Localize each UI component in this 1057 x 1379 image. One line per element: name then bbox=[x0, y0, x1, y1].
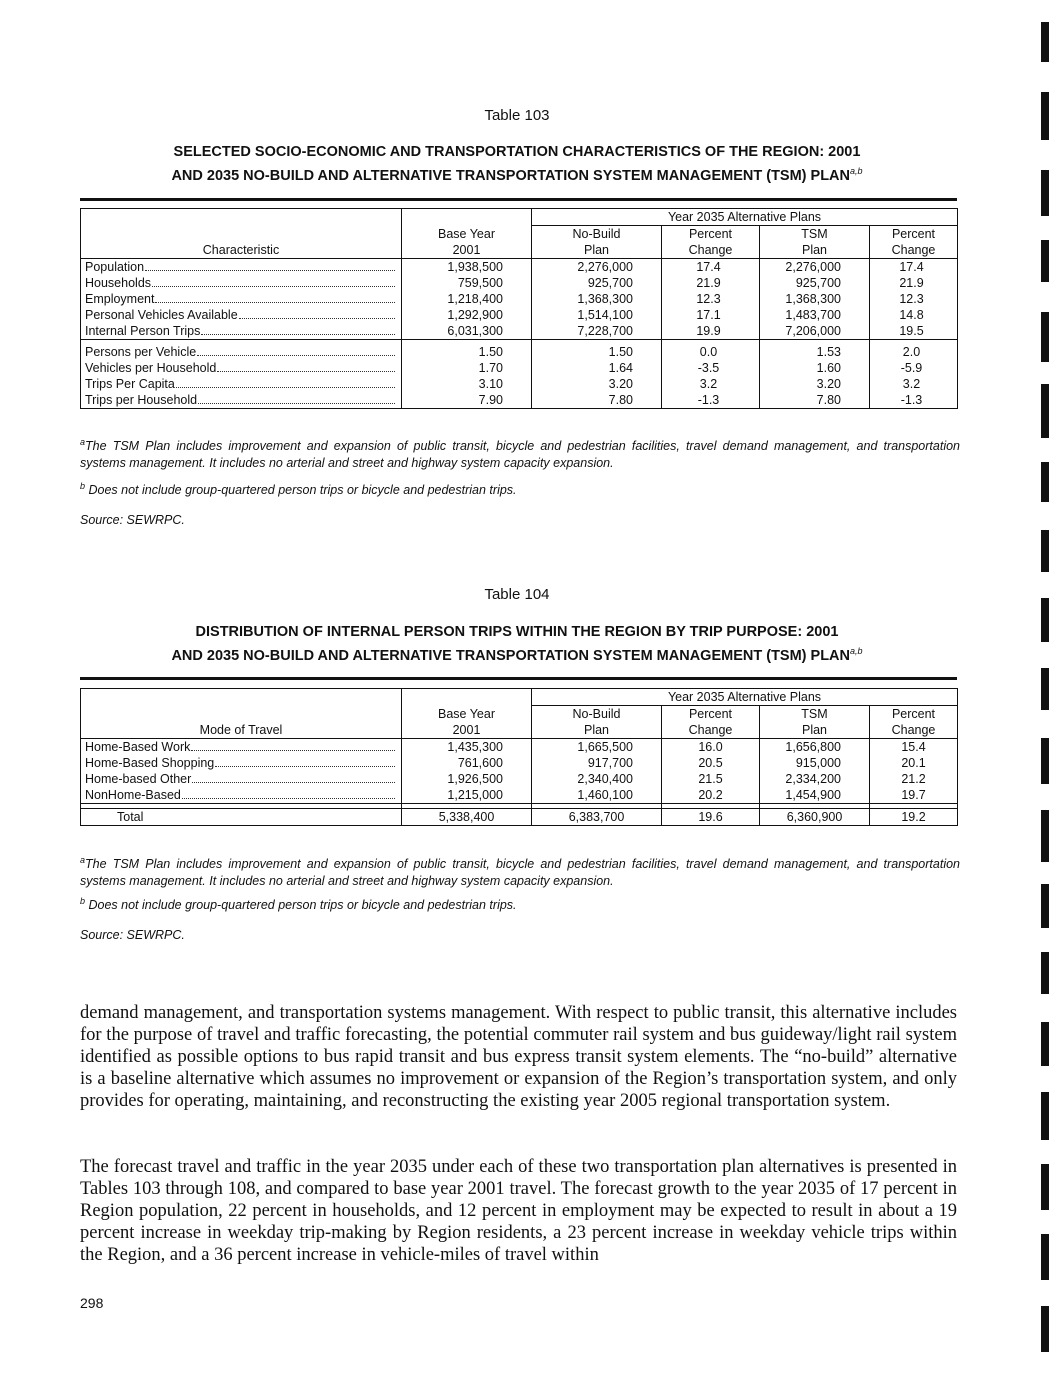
header-col-1-bottom: 2001 bbox=[402, 722, 532, 739]
header-col-2-bottom: Plan bbox=[532, 722, 662, 739]
cell-col-4: 1,483,700 bbox=[760, 307, 870, 323]
row-label bbox=[81, 307, 402, 323]
row-label bbox=[81, 275, 402, 291]
table-row bbox=[81, 275, 958, 291]
cell-col-1: 1,218,400 bbox=[402, 291, 532, 307]
scan-edge-mark bbox=[1041, 1234, 1049, 1280]
cell-col-5: 21.9 bbox=[870, 275, 958, 291]
row-label-text: Total bbox=[117, 810, 144, 824]
row-label bbox=[81, 809, 402, 826]
dot-leader bbox=[217, 371, 395, 372]
cell-col-1: 6,031,300 bbox=[402, 323, 532, 340]
scan-edge-mark bbox=[1041, 462, 1049, 502]
table-104-title bbox=[100, 623, 934, 666]
cell-col-3: 16.0 bbox=[662, 739, 760, 756]
scan-edge-mark bbox=[1041, 312, 1049, 362]
cell-col-1: 1,926,500 bbox=[402, 771, 532, 787]
row-label bbox=[81, 344, 402, 360]
header-col-1-top: Base Year bbox=[402, 226, 532, 243]
cell-col-1: 1,938,500 bbox=[402, 259, 532, 276]
page-number: 298 bbox=[80, 1295, 104, 1311]
scan-edge-mark bbox=[1041, 1092, 1049, 1140]
cell-col-4: 2,276,000 bbox=[760, 259, 870, 276]
header-col-4-top: TSM bbox=[760, 226, 870, 243]
table-row bbox=[81, 360, 958, 376]
cell-col-5: 15.4 bbox=[870, 739, 958, 756]
scan-edge-mark bbox=[1041, 884, 1049, 928]
cell-col-2: 1.64 bbox=[532, 360, 662, 376]
cell-col-1: 1,215,000 bbox=[402, 787, 532, 804]
table-103-title-line2: AND 2035 NO-BUILD AND ALTERNATIVE TRANSPORTATION SYSTEM MANAGEMENT (TSM) PLAN$^{a,b}$ bbox=[171, 166, 863, 184]
row-label-text: NonHome-Based bbox=[85, 788, 181, 802]
cell-col-2: 925,700 bbox=[532, 275, 662, 291]
row-label-text: Population bbox=[85, 260, 145, 274]
row-label bbox=[81, 787, 402, 804]
cell-col-2: 7.80 bbox=[532, 392, 662, 409]
cell-col-2: 2,340,400 bbox=[532, 771, 662, 787]
cell-col-1: 1,292,900 bbox=[402, 307, 532, 323]
cell-col-2: 917,700 bbox=[532, 755, 662, 771]
table-104-note-a: $^a$The TSM Plan includes improvement and expansion of public transit, bicycle and pedestrian facilities, travel demand management, and transportation systems management. It includes no arterial and street and highway system capacity expansion. bbox=[80, 855, 960, 889]
cell-col-3: 20.2 bbox=[662, 787, 760, 804]
dot-leader bbox=[197, 355, 395, 356]
cell-col-2: 2,276,000 bbox=[532, 259, 662, 276]
header-col-5-top: Percent bbox=[870, 226, 958, 243]
header-col-1-bottom: 2001 bbox=[402, 242, 532, 259]
dot-leader bbox=[152, 286, 395, 287]
scan-edge-mark bbox=[1041, 22, 1049, 62]
table-row bbox=[81, 771, 958, 787]
row-label bbox=[81, 259, 402, 276]
cell-col-2: 1,665,500 bbox=[532, 739, 662, 756]
scan-edge-mark bbox=[1041, 952, 1049, 994]
scan-edge-mark bbox=[1041, 170, 1049, 216]
row-label-text: Trips Per Capita bbox=[85, 377, 175, 391]
cell-col-2: 1,460,100 bbox=[532, 787, 662, 804]
cell-col-5: 20.1 bbox=[870, 755, 958, 771]
table-row bbox=[81, 376, 958, 392]
table-row bbox=[81, 392, 958, 409]
cell-col-5: 19.7 bbox=[870, 787, 958, 804]
cell-col-4: 925,700 bbox=[760, 275, 870, 291]
cell-col-1: 7.90 bbox=[402, 392, 532, 409]
row-label bbox=[81, 376, 402, 392]
cell-col-3: 19.9 bbox=[662, 323, 760, 340]
header-col-3-bottom: Change bbox=[662, 242, 760, 259]
table-103-top-rule bbox=[80, 198, 957, 201]
cell-col-4: 7.80 bbox=[760, 392, 870, 409]
cell-col-4: 1.53 bbox=[760, 344, 870, 360]
scan-edge-mark bbox=[1041, 92, 1049, 140]
header-blank bbox=[402, 689, 532, 706]
header-col-3-top: Percent bbox=[662, 226, 760, 243]
dot-leader bbox=[201, 334, 395, 335]
cell-col-3: 21.5 bbox=[662, 771, 760, 787]
body-paragraph-2: The forecast travel and traffic in the year 2035 under each of these two transportation plan alternatives is presented in Tables 103 through 108, and compared to base year 2001 travel. The forecast growth to the year 2035 of 17 percent in Region population, 22 percent in households, and 12 percent in employment may be expected to result in about a 19 percent increase in weekday trip-making by Region residents, a 23 percent increase in weekday vehicle trips within the Region, and a 36 percent increase in vehicle-miles of travel within bbox=[80, 1157, 957, 1265]
cell-col-3: 17.4 bbox=[662, 259, 760, 276]
scan-edge-mark bbox=[1041, 738, 1049, 784]
row-label-text: Households bbox=[85, 276, 152, 290]
table-103-source: Source: SEWRPC. bbox=[80, 513, 185, 527]
cell-col-4: 6,360,900 bbox=[760, 809, 870, 826]
footnote-ref: a,b bbox=[850, 646, 863, 656]
dot-leader bbox=[191, 750, 395, 751]
row-label bbox=[81, 755, 402, 771]
header-col-2-top: No-Build bbox=[532, 706, 662, 723]
table-row bbox=[81, 787, 958, 804]
header-blank bbox=[81, 209, 402, 226]
header-blank bbox=[81, 706, 402, 723]
header-col-5-top: Percent bbox=[870, 706, 958, 723]
table-row bbox=[81, 291, 958, 307]
table-104-note-b: $^b$ Does not include group-quartered person trips or bicycle and pedestrian trips. bbox=[80, 896, 517, 913]
cell-col-5: 2.0 bbox=[870, 344, 958, 360]
cell-col-1: 1.50 bbox=[402, 344, 532, 360]
header-group: Year 2035 Alternative Plans bbox=[532, 209, 958, 226]
cell-col-3: 3.2 bbox=[662, 376, 760, 392]
table-103 bbox=[80, 208, 958, 409]
table-row bbox=[81, 739, 958, 756]
header-col-4-bottom: Plan bbox=[760, 242, 870, 259]
cell-col-2: 6,383,700 bbox=[532, 809, 662, 826]
cell-col-3: -1.3 bbox=[662, 392, 760, 409]
row-label-text: Trips per Household bbox=[85, 393, 198, 407]
dot-leader bbox=[182, 798, 395, 799]
header-col-3-bottom: Change bbox=[662, 722, 760, 739]
header-group: Year 2035 Alternative Plans bbox=[532, 689, 958, 706]
header-blank bbox=[402, 209, 532, 226]
table-103-title-line1: SELECTED SOCIO-ECONOMIC AND TRANSPORTATION CHARACTERISTICS OF THE REGION: 2001 bbox=[173, 144, 861, 160]
table-103-number: Table 103 bbox=[484, 107, 550, 124]
cell-col-2: 1,368,300 bbox=[532, 291, 662, 307]
table-103-note-b: $^b$ Does not include group-quartered person trips or bicycle and pedestrian trips. bbox=[80, 481, 517, 498]
row-label bbox=[81, 291, 402, 307]
cell-col-3: 21.9 bbox=[662, 275, 760, 291]
cell-col-5: -5.9 bbox=[870, 360, 958, 376]
header-characteristic: Characteristic bbox=[81, 242, 402, 259]
header-blank bbox=[81, 689, 402, 706]
table-104-top-rule bbox=[80, 677, 957, 680]
cell-col-4: 7,206,000 bbox=[760, 323, 870, 340]
table-104-number: Table 104 bbox=[484, 586, 550, 603]
row-label-text: Vehicles per Household bbox=[85, 361, 217, 375]
row-label-text: Home-Based Work bbox=[85, 740, 191, 754]
header-col-2-bottom: Plan bbox=[532, 242, 662, 259]
table-103-note-a: $^a$The TSM Plan includes improvement and expansion of public transit, bicycle and pedestrian facilities, travel demand management, and transportation systems management. It includes no arterial and street and highway system capacity expansion. bbox=[80, 437, 960, 471]
cell-col-4: 1,368,300 bbox=[760, 291, 870, 307]
dot-leader bbox=[198, 403, 395, 404]
dot-leader bbox=[215, 766, 395, 767]
scan-edge-mark bbox=[1041, 530, 1049, 572]
cell-col-2: 1.50 bbox=[532, 344, 662, 360]
dot-leader bbox=[155, 302, 395, 303]
row-label-text: Persons per Vehicle bbox=[85, 345, 197, 359]
scan-edge-mark bbox=[1041, 1022, 1049, 1066]
cell-col-1: 3.10 bbox=[402, 376, 532, 392]
cell-col-2: 1,514,100 bbox=[532, 307, 662, 323]
body-paragraph-1: demand management, and transportation systems management. With respect to public transit, this alternative includes for the purpose of travel and traffic forecasting, the potential commuter rail system and bus guideway/light rail system identified as possible options to bus rapid transit and bus express transit system elements. The “no-build” alternative is a baseline alternative which assumes no improvement or expansion of the Region’s transportation system, and only provides for operating, maintaining, and reconstructing the existing year 2005 regional transportation system. bbox=[80, 1003, 957, 1111]
dot-leader bbox=[176, 387, 395, 388]
row-label bbox=[81, 771, 402, 787]
table-row bbox=[81, 307, 958, 323]
scan-edge-mark bbox=[1041, 810, 1049, 862]
row-label bbox=[81, 360, 402, 376]
header-mode-of-travel: Mode of Travel bbox=[81, 722, 402, 739]
cell-col-3: 17.1 bbox=[662, 307, 760, 323]
cell-col-5: 21.2 bbox=[870, 771, 958, 787]
row-label bbox=[81, 392, 402, 409]
header-col-3-top: Percent bbox=[662, 706, 760, 723]
cell-col-2: 7,228,700 bbox=[532, 323, 662, 340]
table-104-title-line2: AND 2035 NO-BUILD AND ALTERNATIVE TRANSPORTATION SYSTEM MANAGEMENT (TSM) PLAN$^{a,b}$ bbox=[171, 646, 863, 664]
table-104 bbox=[80, 688, 958, 826]
cell-col-5: 19.5 bbox=[870, 323, 958, 340]
cell-col-3: 20.5 bbox=[662, 755, 760, 771]
header-col-4-bottom: Plan bbox=[760, 722, 870, 739]
row-label-text: Home-based Other bbox=[85, 772, 192, 786]
header-col-5-bottom: Change bbox=[870, 242, 958, 259]
table-row bbox=[81, 323, 958, 340]
cell-col-5: 3.2 bbox=[870, 376, 958, 392]
cell-col-4: 1,454,900 bbox=[760, 787, 870, 804]
cell-col-1: 759,500 bbox=[402, 275, 532, 291]
row-label bbox=[81, 323, 402, 340]
row-label bbox=[81, 739, 402, 756]
cell-col-4: 915,000 bbox=[760, 755, 870, 771]
cell-col-1: 1.70 bbox=[402, 360, 532, 376]
cell-col-2: 3.20 bbox=[532, 376, 662, 392]
row-label-text: Personal Vehicles Available bbox=[85, 308, 238, 322]
cell-col-5: 19.2 bbox=[870, 809, 958, 826]
cell-col-5: 17.4 bbox=[870, 259, 958, 276]
table-104-title-line1: DISTRIBUTION OF INTERNAL PERSON TRIPS WITHIN THE REGION BY TRIP PURPOSE: 2001 bbox=[195, 624, 839, 640]
cell-col-1: 5,338,400 bbox=[402, 809, 532, 826]
header-col-5-bottom: Change bbox=[870, 722, 958, 739]
scan-edge-mark bbox=[1041, 1306, 1049, 1352]
header-col-1-top: Base Year bbox=[402, 706, 532, 723]
table-row bbox=[81, 755, 958, 771]
table-row bbox=[81, 259, 958, 276]
cell-col-4: 3.20 bbox=[760, 376, 870, 392]
cell-col-3: 12.3 bbox=[662, 291, 760, 307]
cell-col-4: 1,656,800 bbox=[760, 739, 870, 756]
cell-col-4: 1.60 bbox=[760, 360, 870, 376]
footnote-ref: a,b bbox=[850, 166, 863, 176]
dot-leader bbox=[145, 270, 395, 271]
header-col-4-top: TSM bbox=[760, 706, 870, 723]
scan-edge-mark bbox=[1041, 240, 1049, 282]
cell-col-5: 14.8 bbox=[870, 307, 958, 323]
table-103-title bbox=[100, 143, 934, 186]
dot-leader bbox=[192, 782, 395, 783]
cell-col-5: 12.3 bbox=[870, 291, 958, 307]
scan-edge-mark bbox=[1041, 668, 1049, 710]
row-label-text: Home-Based Shopping bbox=[85, 756, 215, 770]
total-row bbox=[81, 809, 958, 826]
scan-edge-mark bbox=[1041, 384, 1049, 438]
cell-col-3: -3.5 bbox=[662, 360, 760, 376]
scan-edge-mark bbox=[1041, 1164, 1049, 1210]
header-col-2-top: No-Build bbox=[532, 226, 662, 243]
row-label-text: Employment bbox=[85, 292, 155, 306]
table-104-source: Source: SEWRPC. bbox=[80, 928, 185, 942]
cell-col-3: 0.0 bbox=[662, 344, 760, 360]
scan-edge-mark bbox=[1041, 598, 1049, 642]
cell-col-1: 1,435,300 bbox=[402, 739, 532, 756]
table-row bbox=[81, 344, 958, 360]
cell-col-5: -1.3 bbox=[870, 392, 958, 409]
dot-leader bbox=[239, 318, 395, 319]
header-blank bbox=[81, 226, 402, 243]
cell-col-1: 761,600 bbox=[402, 755, 532, 771]
cell-col-4: 2,334,200 bbox=[760, 771, 870, 787]
row-label-text: Internal Person Trips bbox=[85, 324, 201, 338]
cell-col-3: 19.6 bbox=[662, 809, 760, 826]
